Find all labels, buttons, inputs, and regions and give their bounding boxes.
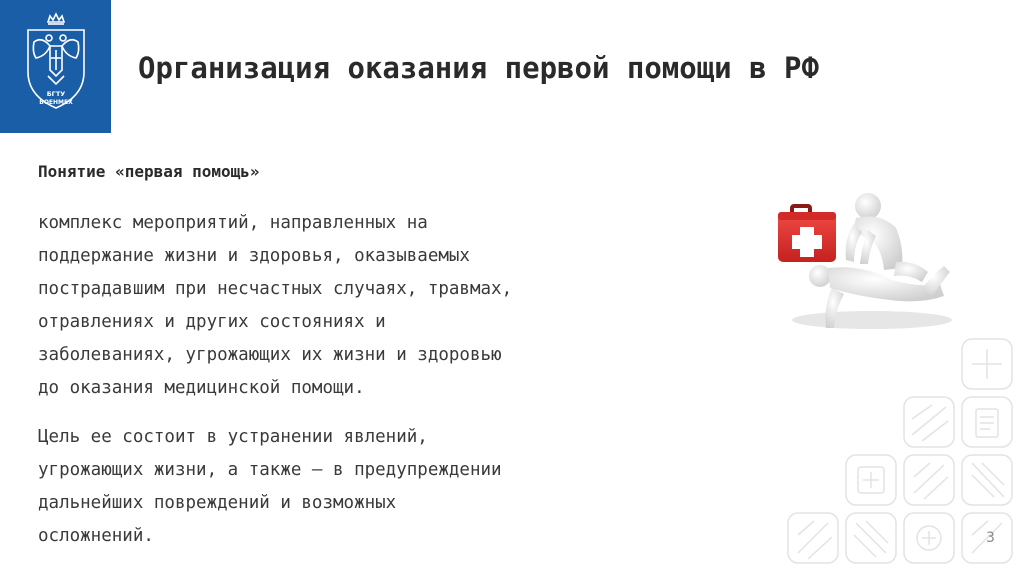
text-line: угрожающих жизни, а также – в предупреждении	[38, 460, 502, 480]
text-line: до оказания медицинской помощи.	[38, 378, 365, 398]
text-line: пострадавшим при несчастных случаях, травмах,	[38, 279, 513, 299]
goal-paragraph	[38, 421, 718, 553]
text-line: дальнейших повреждений и возможных	[38, 493, 397, 513]
text-line: осложнений.	[38, 526, 154, 546]
university-emblem-icon	[22, 12, 90, 124]
page-number: 3	[986, 530, 995, 546]
page-title: Организация оказания первой помощи в РФ	[138, 51, 819, 85]
svg-text:ВОЕНМЕХ: ВОЕНМЕХ	[39, 99, 73, 106]
svg-text:БГТУ: БГТУ	[46, 90, 66, 98]
logo-panel	[0, 0, 111, 133]
first-aid-cpr-icon	[772, 172, 954, 332]
section-heading: Понятие «первая помощь»	[38, 162, 260, 181]
text-line: заболеваниях, угрожающих их жизни и здоровью	[38, 345, 502, 365]
text-line: отравлениях и других состояниях и	[38, 312, 386, 332]
definition-paragraph	[38, 207, 718, 405]
text-line: Цель ее состоит в устранении явлений,	[38, 427, 428, 447]
text-line: поддержание жизни и здоровья, оказываемых	[38, 246, 470, 266]
text-line: комплекс мероприятий, направленных на	[38, 213, 428, 233]
